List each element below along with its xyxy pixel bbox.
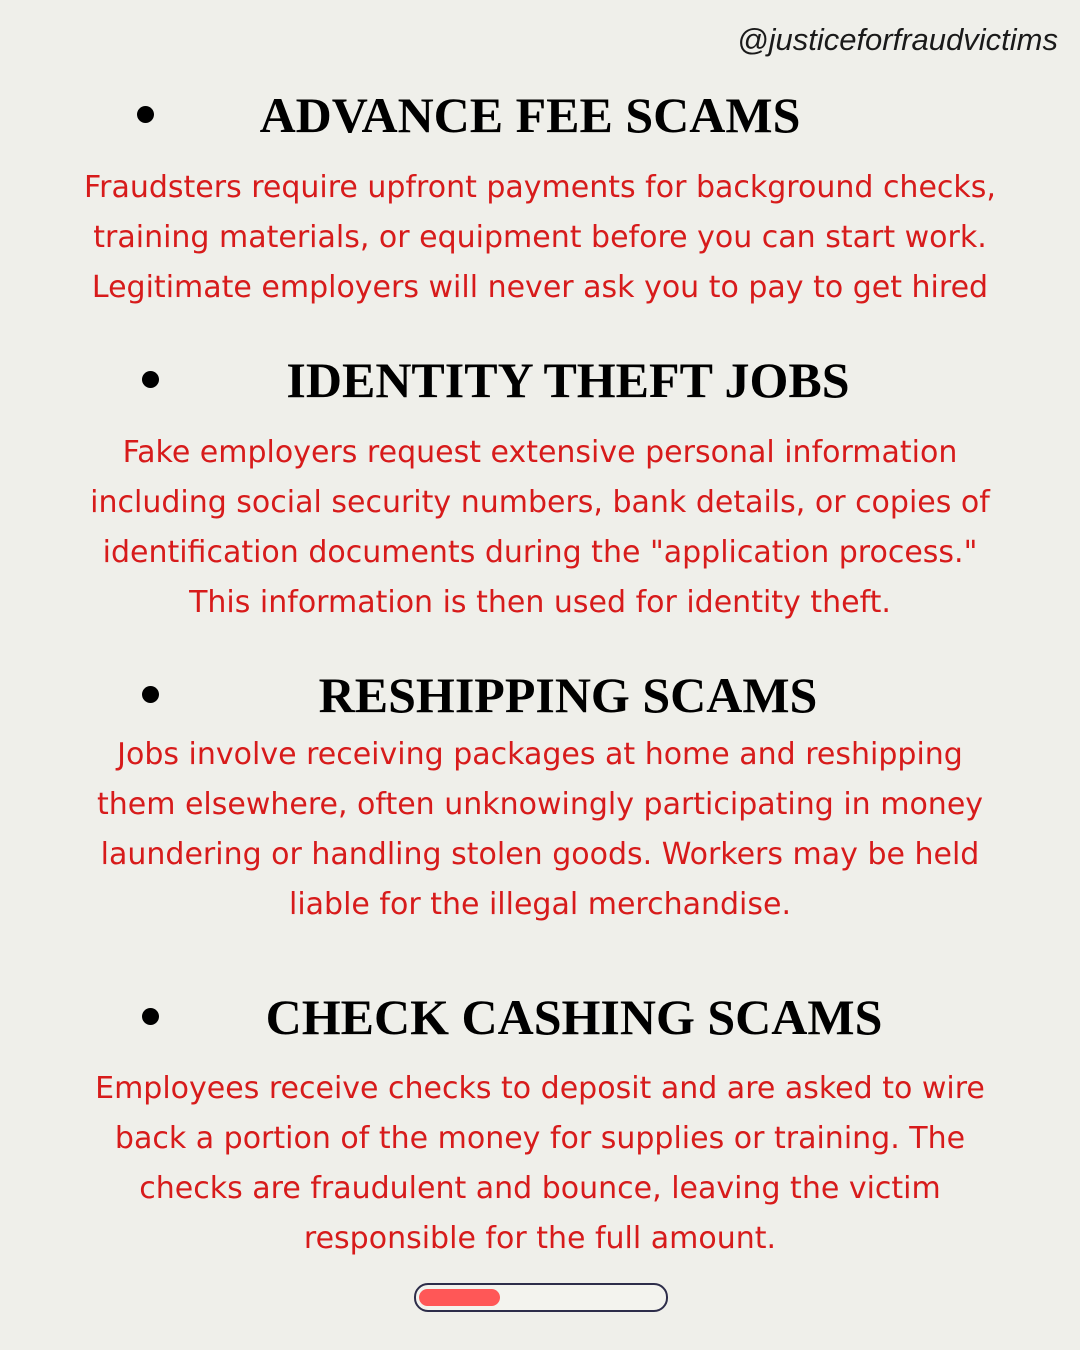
body-line: Fraudsters require upfront payments for background checks, <box>84 170 996 205</box>
section-body <box>40 163 1040 313</box>
body-line: laundering or handling stolen goods. Workers may be held <box>100 837 980 872</box>
section-heading-row <box>0 665 1080 725</box>
body-line: liable for the illegal merchandise. <box>288 887 791 922</box>
body-line: responsible for the full amount. <box>303 1221 777 1256</box>
section-title: IDENTITY THEFT JOBS <box>286 352 850 408</box>
body-line: checks are fraudulent and bounce, leaving the victim <box>139 1171 941 1206</box>
section-heading-row <box>0 350 1080 410</box>
body-line: training materials, or equipment before you can start work. <box>93 220 987 255</box>
body-line: This information is then used for identity theft. <box>189 585 891 620</box>
section-body <box>40 428 1040 628</box>
account-handle: @justiceforfraudvictims <box>737 22 1058 57</box>
body-line: Legitimate employers will never ask you to pay to get hired <box>91 270 989 305</box>
section-body <box>40 730 1040 930</box>
section-advance-fee-scams <box>0 85 1080 313</box>
body-line: Employees receive checks to deposit and are asked to wire <box>95 1071 985 1106</box>
section-title: RESHIPPING SCAMS <box>318 667 818 723</box>
body-line: Jobs involve receiving packages at home and reshipping <box>117 737 963 772</box>
section-identity-theft-jobs <box>0 350 1080 628</box>
body-line: including social security numbers, bank details, or copies of <box>90 485 990 520</box>
body-line: Fake employers request extensive personal information <box>122 435 958 470</box>
section-reshipping-scams <box>0 665 1080 930</box>
section-heading-row <box>0 85 1080 145</box>
body-line: them elsewhere, often unknowingly participating in money <box>96 787 984 822</box>
section-body <box>40 1064 1040 1264</box>
section-title: ADVANCE FEE SCAMS <box>259 87 801 143</box>
section-heading-row <box>0 987 1080 1047</box>
carousel-progress-bar <box>414 1283 668 1312</box>
progress-fill <box>419 1289 500 1306</box>
section-title: CHECK CASHING SCAMS <box>265 989 883 1045</box>
body-line: back a portion of the money for supplies or training. The <box>114 1121 966 1156</box>
section-check-cashing-scams <box>0 987 1080 1264</box>
body-line: identification documents during the "application process." <box>102 535 978 570</box>
